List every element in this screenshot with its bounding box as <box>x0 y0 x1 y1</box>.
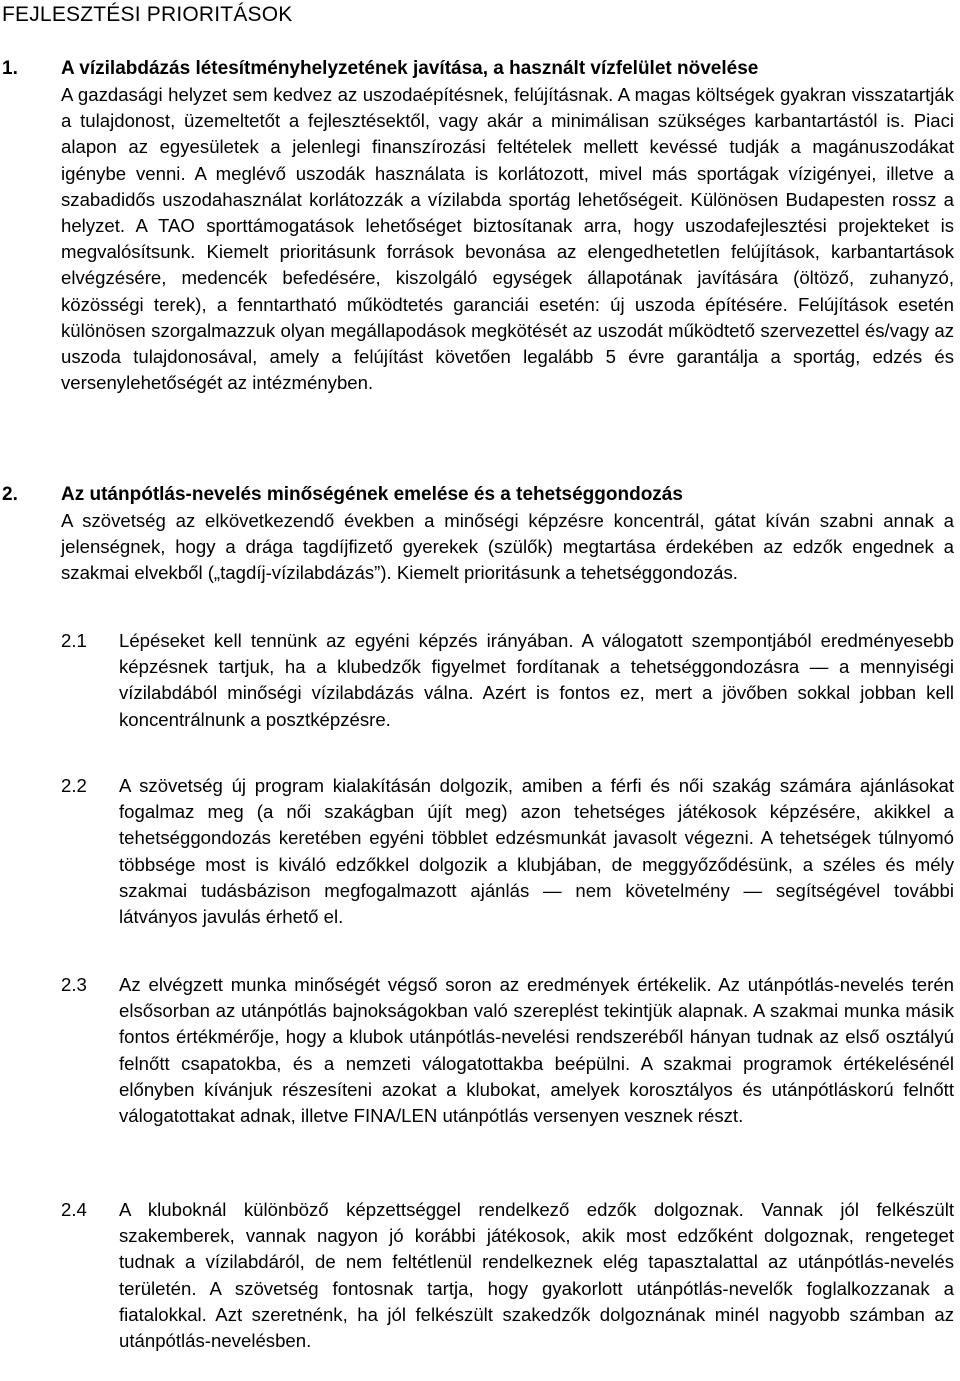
section-2-number: 2. <box>2 484 18 505</box>
subsection-2-3-number: 2.3 <box>61 974 87 995</box>
subsection-2-2-number: 2.2 <box>61 775 87 796</box>
section-1-number: 1. <box>2 58 18 79</box>
subsection-2-3-body: Az elvégzett munka minőségét végső soron az eredmények értékelik. Az utánpótlás-nevelés terén elsősorban az utánpótlás bajnokságokban való szereplést tekintjük alapnak. A szakmai munka másik fontos értékmérője, hogy a klubok utánpótlás-nevelési rendszeréből hányan tudnak az első osztályú felnőtt csapatokba, és a nemzeti válogatottakba beépülni. A szakmai programok értékelésénél előnyben kívánjuk részesíteni azokat a klubokat, amelyek korosztályos és utánpótláskorú felnőtt válogatottakat adnak, illetve FINA/LEN utánpótlás versenyen vesznek részt. <box>119 974 954 1127</box>
subsection-2-1-body: Lépéseket kell tennünk az egyéni képzés irányában. A válogatott szempontjából eredményesebb képzésnek tartjuk, ha a klubedzők figyelmet fordítanak a tehetséggondozásra — a mennyiségi vízilabdából minőségi vízilabdázás válna. Azért is fontos ez, mert a jövőben sokkal jobban kell koncentrálnunk a posztképzésre. <box>119 630 954 730</box>
subsection-2-4-number: 2.4 <box>61 1199 87 1220</box>
section-2-title: Az utánpótlás-nevelés minőségének emelése és a tehetséggondozás <box>61 484 683 505</box>
document-title: FEJLESZTÉSI PRIORITÁSOK <box>2 3 293 26</box>
section-1-title: A vízilabdázás létesítményhelyzetének javítása, a használt vízfelület növelése <box>61 58 759 79</box>
section-2-body: A szövetség az elkövetkezendő években a minőségi képzésre koncentrál, gátat kíván szabni annak a jelenségnek, hogy a drága tagdíjfizető gyerekek (szülők) megtartása érdekében az edzők engednek a szakmai elvekből („tagdíj-vízilabdázás”). Kiemelt prioritásunk a tehetséggondozás. <box>61 510 954 584</box>
section-1-body: A gazdasági helyzet sem kedvez az uszodaépítésnek, felújításnak. A magas költségek gyakran visszatartják a tulajdonost, üzemeltetőt a fejlesztésektől, vagy akár a minimálisan szükséges karbantartástól is. Piaci alapon az egyesületek a jelenlegi finanszírozási feltételek mellett kevéssé tudják a magánuszodákat igénybe venni. A meglévő uszodák használata is korlátozott, mivel más sportágak vízigényei, illetve a szabadidős uszodahasználat korlátozzák a vízilabda sportág lehetőségeit. Különösen Budapesten rossz a helyzet. A TAO sporttámogatások lehetőséget biztosítanak arra, hogy uszodafejlesztési projekteket is megvalósítsunk. Kiemelt prioritásunk források bevonása az elengedhetetlen felújítások, karbantartások elvégzésére, medencék befedésére, kiszolgáló egységek állapotának javítására (öltöző, zuhanyzó, közösségi terek), a fenntartható működtetés garanciái esetén: új uszoda építésére. Felújítások esetén különösen szorgalmazzuk olyan megállapodások megkötését az uszodát működtető szervezettel és/vagy az uszoda tulajdonosával, amely a felújítást követően legalább 5 évre garantálja a sportág, edzés és versenylehetőségét az intézményben. <box>61 84 954 394</box>
subsection-2-4-body: A kluboknál különböző képzettséggel rendelkező edzők dolgoznak. Vannak jól felkészült szakemberek, vannak nagyon jó korábbi játékosok, akik most edzőként dolgoznak, rengeteget tudnak a vízilabdáról, de nem feltétlenül rendelkeznek elég tapasztalattal az utánpótlás-nevelés területén. A szövetség fontosnak tartja, hogy gyakorlott utánpótlás-nevelők foglalkozzanak a fiatalokkal. Azt szeretnénk, ha jól felkészült szakedzők dolgoznának minél nagyobb számban az utánpótlás-nevelésben. <box>119 1199 954 1352</box>
subsection-2-2-body: A szövetség új program kialakításán dolgozik, amiben a férfi és női szakág számára ajánlásokat fogalmaz meg (a női szakágban újít meg) azon tehetséges játékosok képzésére, akikkel a tehetséggondozás keretében egyéni többlet edzésmunkát javasolt végezni. A tehetségek túlnyomó többsége most is kiváló edzőkkel dolgozik a klubjában, de meggyőződésünk, a széles és mély szakmai tudásbázison megfogalmazott ajánlás — nem követelmény — segítségével további látványos javulás érhető el. <box>119 775 954 928</box>
subsection-2-1-number: 2.1 <box>61 630 87 651</box>
